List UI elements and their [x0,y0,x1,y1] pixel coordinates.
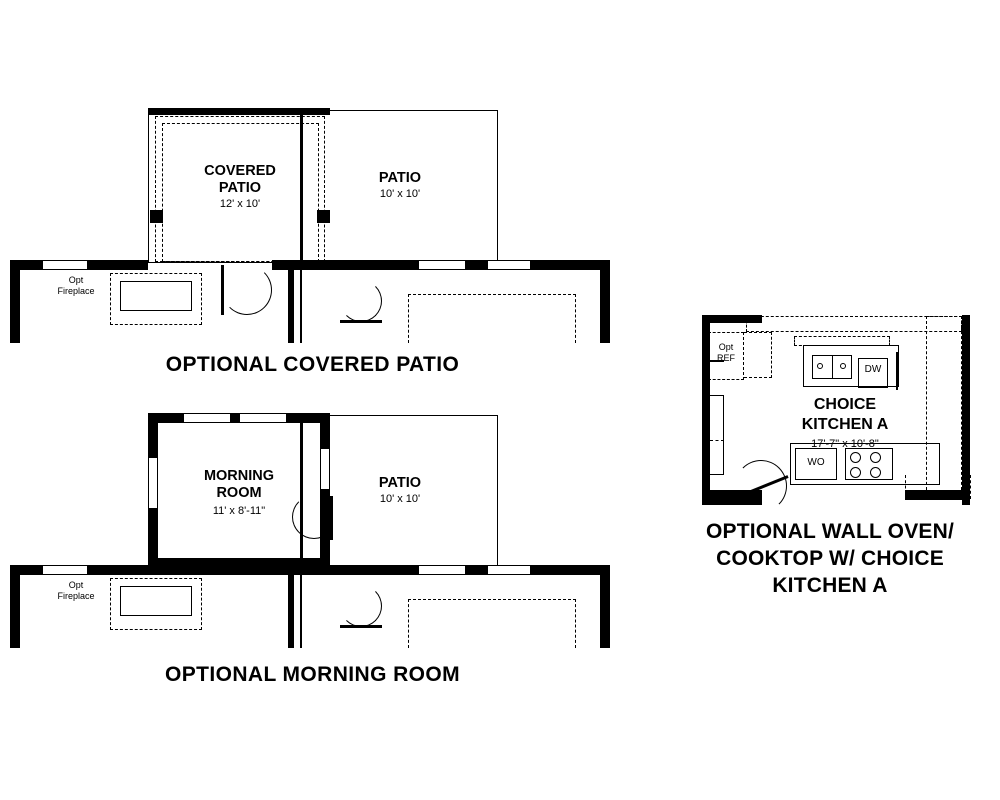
window-left-2 [42,565,88,575]
opt-fireplace-label-2 [46,580,106,602]
morning-room-opening-dashed [228,566,286,575]
base-cabinet-left-column [708,395,724,475]
choice-kitchen-label [730,395,960,435]
opt-fireplace-label [46,275,106,297]
plan-optional-morning-room [0,400,640,700]
morning-patio-label: PATIO [378,475,422,491]
dishwasher-label: DW [864,364,882,375]
interior-partition-wall [288,270,294,343]
plan-optional-covered-patio [0,95,640,395]
interior-partition-line [300,265,302,343]
sink-drain-hole [840,363,846,369]
plan-1-title: OPTIONAL COVERED PATIO [165,353,460,376]
opt-ref-label-line2: REF [717,353,735,363]
cooktop-burner-3 [850,467,861,478]
opt-ref-label-line1: Opt [718,342,734,352]
covered-patio-label-line1: COVERED [204,163,276,179]
sink-divider [832,355,833,379]
left-wall-stub-dashed [710,440,724,441]
opt-fireplace-label-2-line2: Fireplace [57,591,95,601]
opt-fireplace-inner-2 [120,586,192,616]
house-right-exterior-wall [600,260,610,343]
opt-fireplace-label-line1: Opt [68,275,84,285]
interior-dashed-area [408,294,576,343]
covered-patio-label [165,163,315,197]
morning-room-label [164,468,314,502]
patio-dimensions: 10' x 10' [379,188,421,200]
plan-3-title-line2: COOKTOP W/ CHOICE [716,547,944,570]
house-left-exterior-wall-2 [10,565,20,648]
interior-partition-line-2 [300,570,302,648]
island-upper-dashed [794,336,890,346]
choice-kitchen-label-line2: KITCHEN A [801,416,889,433]
wall-oven-label: WO [807,457,825,468]
interior-dashed-area-2 [408,599,576,648]
plan-3-title-line1: OPTIONAL WALL OVEN/ [705,520,955,543]
plan-optional-wall-oven-cooktop [690,300,1000,610]
opt-fireplace-inner [120,281,192,311]
window-left [42,260,88,270]
morning-window-left [148,457,158,509]
patio-door-leaf-left [221,265,224,315]
morning-room-label-line2: ROOM [216,485,262,501]
choice-kitchen-dimensions: 17'-7" x 10'-8" [811,438,879,450]
patio-door-leaf-right [340,320,382,323]
cooktop-burner-1 [850,452,861,463]
cooktop-burner-2 [870,452,881,463]
sink-faucet-hole [817,363,823,369]
window-mid-2 [418,565,466,575]
patio-door-leaf-right-2 [340,625,382,628]
patio-door-swing-left [222,265,272,315]
dishwasher-edge-line [896,352,898,390]
morning-window-top-right [239,413,287,423]
choice-kitchen-label-line1: CHOICE [813,396,877,413]
opt-ref-label [706,342,746,364]
covered-patio-label-line2: PATIO [218,180,262,196]
window-right [487,260,531,270]
morning-room-door-leaf [330,496,333,540]
morning-room-dimensions: 11' x 8'-11" [212,505,266,517]
ref-counter-dashed [744,332,772,378]
opt-fireplace-label-2-line1: Opt [68,580,84,590]
bottom-right-dashed [905,475,971,499]
morning-room-label-line1: MORNING [203,468,275,484]
patio-door-swing-right-2 [340,585,382,627]
covered-patio-top-wall [148,108,330,115]
patio-door-swing-right [340,280,382,322]
window-right-2 [487,565,531,575]
window-mid [418,260,466,270]
patio-label: PATIO [378,170,422,186]
opt-fireplace-label-line2: Fireplace [57,286,95,296]
plan-3-title [665,518,995,599]
interior-partition-wall-2 [288,575,294,648]
house-left-exterior-wall [10,260,20,343]
morning-window-top-left [183,413,231,423]
plan-2-title: OPTIONAL MORNING ROOM [164,663,460,686]
covered-patio-dimensions: 12' x 10' [219,198,261,210]
cooktop-burner-4 [870,467,881,478]
morning-patio-dimensions: 10' x 10' [379,493,421,505]
house-right-exterior-wall-2 [600,565,610,648]
plan-3-title-line3: KITCHEN A [772,574,888,597]
